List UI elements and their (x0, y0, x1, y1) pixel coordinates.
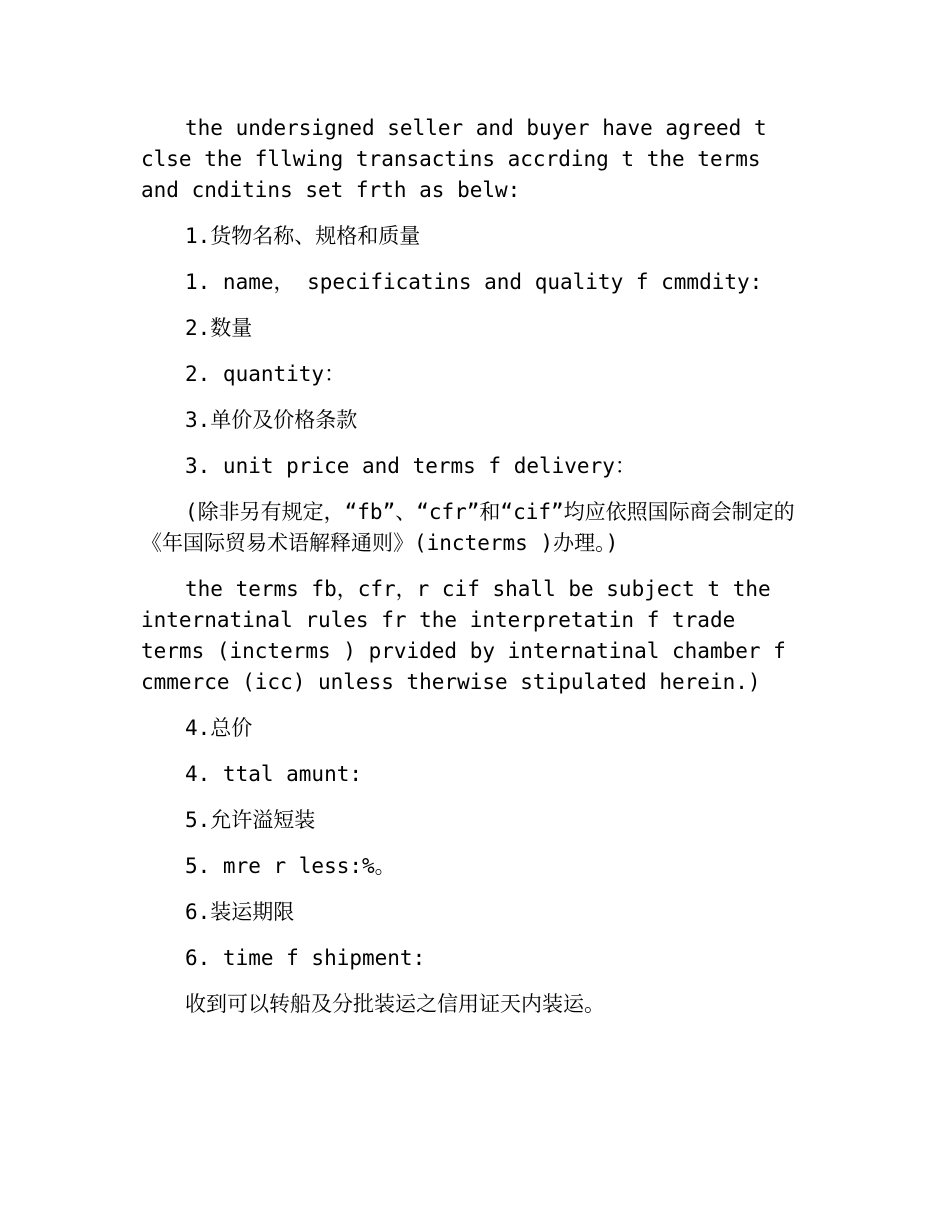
intro-paragraph: the undersigned seller and buyer have agreed t clse the fllwing transactins accrding t the terms and cnditins set frth as belw: (141, 116, 767, 202)
section-3-heading-en: 3. unit price and terms f delivery： (185, 454, 636, 478)
shipment-clause-zh: 收到可以转船及分批装运之信用证天内装运。 (185, 992, 605, 1016)
incoterms-note-en: the terms fb，cfr，r cif shall be subject t the internatinal rules fr the interpretatin f trade terms (incterms ) prvided by internatinal chamber f cmmerce (icc) unless therwise stipulated herein.) (141, 577, 786, 694)
section-2-heading-zh: 2.数量 (185, 316, 253, 340)
section-2-heading-en: 2. quantity： (185, 362, 346, 386)
section-1-heading-en: 1. name， specificatins and quality f cmmdity: (185, 270, 763, 294)
section-1-heading-zh: 1.货物名称、规格和质量 (185, 224, 421, 248)
section-4-heading-zh: 4.总价 (185, 716, 253, 740)
section-5-heading-zh: 5.允许溢短装 (185, 808, 316, 832)
section-3-heading-zh: 3.单价及价格条款 (185, 408, 358, 432)
section-5-heading-en: 5. mre r less:%。 (185, 854, 396, 878)
incoterms-note-zh: (除非另有规定，“fb”、“cfr”和“cif”均应依照国际商会制定的《年国际贸易术语解释通则》(incterms )办理。) (141, 500, 795, 555)
section-6-heading-en: 6. time f shipment: (185, 946, 426, 970)
document-body (141, 113, 811, 1035)
section-4-heading-en: 4. ttal amunt: (185, 762, 363, 786)
section-6-heading-zh: 6.装运期限 (185, 900, 295, 924)
